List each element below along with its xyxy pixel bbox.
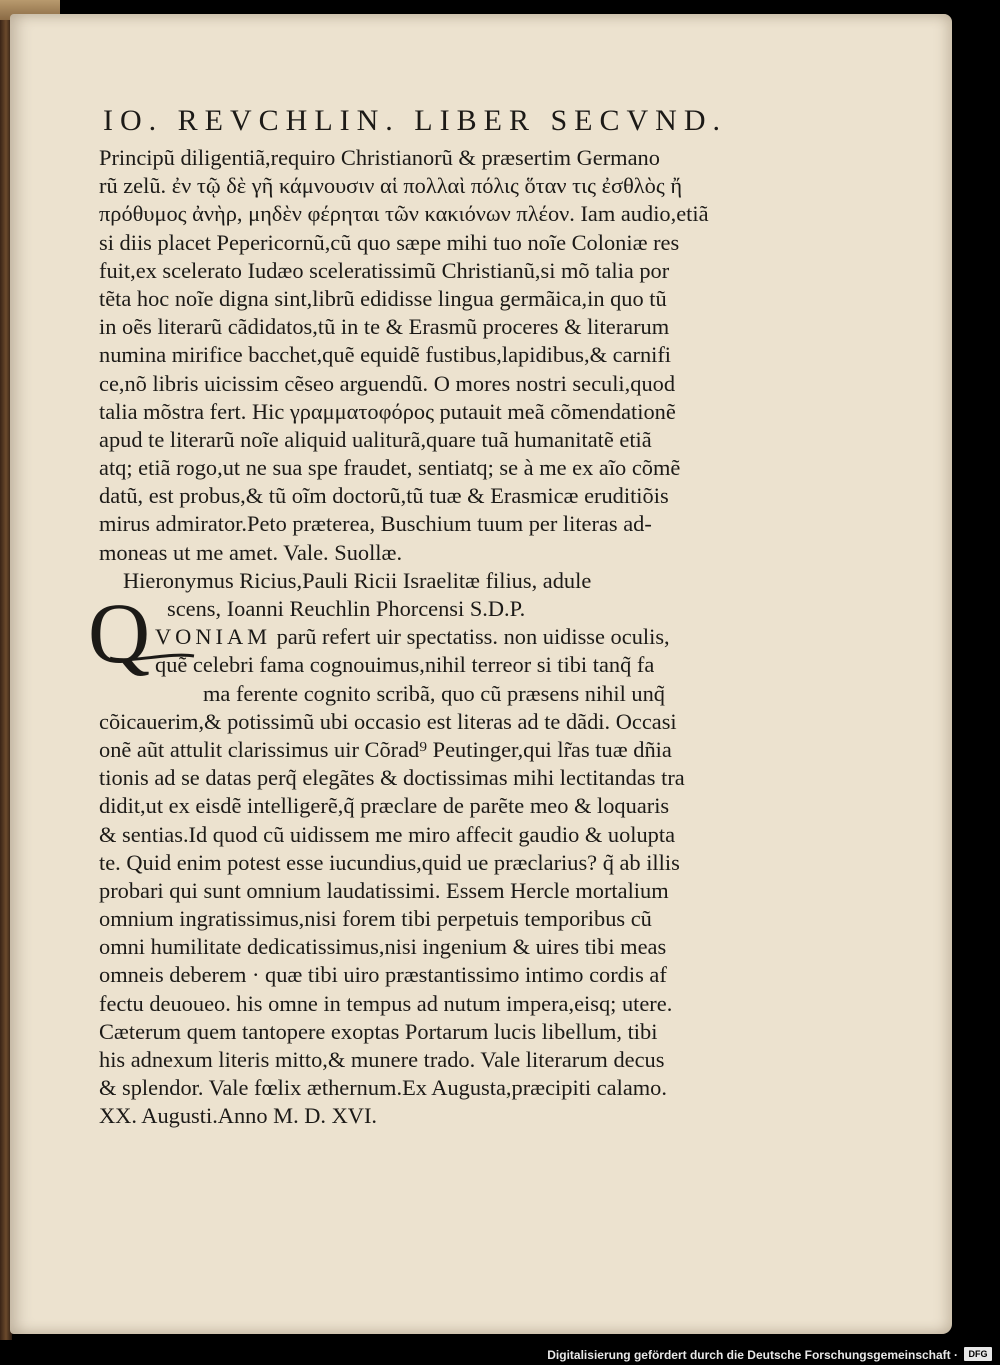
digitization-footer xyxy=(0,1345,1000,1365)
text-line: tẽta hoc noĩe digna sint,librũ edidisse lingua germãica,in quo tũ xyxy=(99,285,667,311)
text-line: atq; etiã rogo,ut ne sua spe fraudet, sentiatq; se à me ex aĩo cõmẽ xyxy=(99,455,681,481)
text-line: apud te literarũ noĩe aliquid ualiturã,quare tuã humanitatẽ etiã xyxy=(99,426,652,452)
text-line: probari qui sunt omnium laudatissimi. Essem Hercle mortalium xyxy=(99,877,669,903)
text-line: datũ, est probus,& tũ oĩm doctorũ,tũ tuæ & Erasmicæ eruditiõis xyxy=(99,483,669,509)
text-line: talia mõstra fert. Hic γραμματοφόρος putauit meã cõmendationẽ xyxy=(99,398,676,424)
text-line: rũ zelũ. ἐν τῷ δὲ γῆ κάμνουσιν αἱ πολλαὶ πόλις ὅταν τις ἐσθλὸς ἤ xyxy=(99,173,683,199)
text-line: & splendor. Vale fœlix æthernum.Ex Augusta,præcipiti calamo. xyxy=(99,1075,667,1101)
text-line: fuit,ex scelerato Iudæo sceleratissimũ Christianũ,si mõ talia por xyxy=(99,257,670,283)
text-line: onẽ aũt attulit clarissimus uir Cõrad⁹ Peutinger,qui lr̃as tuæ dñia xyxy=(99,736,672,762)
text-line: omnium ingratissimus,nisi forem tibi perpetuis temporibus cũ xyxy=(99,906,652,932)
text-line: didit,ut ex eisdẽ intelligerẽ,q̃ præclare de parẽte meo & loquaris xyxy=(99,793,670,819)
letter-two-line-3: ma ferente cognito scribã, quo cũ præsens nihil unq̃ xyxy=(203,680,666,706)
text-block xyxy=(99,98,749,1131)
text-line: ce,nõ libris uicissim cẽseo arguendũ. O mores nostri seculi,quod xyxy=(99,370,676,396)
salutation-line-1: Hieronymus Ricius,Pauli Ricii Israelitæ filius, adule xyxy=(123,567,592,593)
letter-two-first-line xyxy=(99,623,749,651)
book-page xyxy=(10,14,952,1334)
text-line: tionis ad se datas perq̃ elegãtes & doctissimas mihi lectitandas tra xyxy=(99,765,685,791)
text-line: cõicauerim,& potissimũ ubi occasio est literas ad te dãdi. Occasi xyxy=(99,708,677,734)
text-line: mirus admirator.Peto præterea, Buschium tuum per literas ad- xyxy=(99,511,652,537)
text-line: te. Quid enim potest esse iucundius,quid ue præclarius? q̃ ab illis xyxy=(99,849,680,875)
letter-one xyxy=(99,144,749,567)
text-line: XX. Augusti.Anno M. D. XVI. xyxy=(99,1103,378,1129)
text-line: fectu deuoueo. his omne in tempus ad nutum impera,eisq; utere. xyxy=(99,990,673,1016)
text-line: moneas ut me amet. Vale. Suollæ. xyxy=(99,539,403,565)
text-line: Cæterum quem tantopere exoptas Portarum lucis libellum, tibi xyxy=(99,1018,658,1044)
text-line: si diis placet Pepericornũ,cũ quo sæpe mihi tuo noĩe Coloniæ res xyxy=(99,229,680,255)
letter-two xyxy=(99,708,749,1131)
letter-two-line-2: quẽ celebri fama cognouimus,nihil terreor si tibi tanq̃ fa xyxy=(155,652,655,678)
text-line: πρόθυμος ἀνὴρ, μηδὲν φέρηται τῶν κακιόνων πλέον. Iam audio,etiã xyxy=(99,201,709,227)
running-head: IO. REVCHLIN. LIBER SECVND. xyxy=(103,104,727,137)
text-line: & sentias.Id quod cũ uidissem me miro affecit gaudio & uolupta xyxy=(99,821,676,847)
text-line: omneis deberem · quæ tibi uiro præstantissimo intimo cordis af xyxy=(99,962,667,988)
text-line: numina mirifice bacchet,quẽ equidẽ fustibus,lapidibus,& carnifi xyxy=(99,342,672,368)
text-line: Principũ diligentiã,requiro Christianorũ & præsertim Germano xyxy=(99,145,660,170)
text-line: omni humilitate dedicatissimus,nisi ingenium & uires tibi meas xyxy=(99,934,667,960)
drop-cap: Q xyxy=(88,585,151,681)
first-line-rest: parũ refert uir spectatiss. non uidisse oculis, xyxy=(276,624,670,650)
dfg-logo: DFG xyxy=(964,1347,992,1361)
footer-credit: Digitalisierung gefördert durch die Deutsche Forschungsgemeinschaft · xyxy=(547,1348,958,1362)
salutation-line-2: scens, Ioanni Reuchlin Phorcensi S.D.P. xyxy=(167,596,526,621)
first-word: VONIAM xyxy=(155,624,272,650)
text-line: his adnexum literis mitto,& munere trado. Vale literarum decus xyxy=(99,1047,665,1072)
drop-cap-flourish xyxy=(108,652,196,664)
text-line: in oẽs literarũ cãdidatos,tũ in te & Erasmũ proceres & literarum xyxy=(99,314,670,340)
